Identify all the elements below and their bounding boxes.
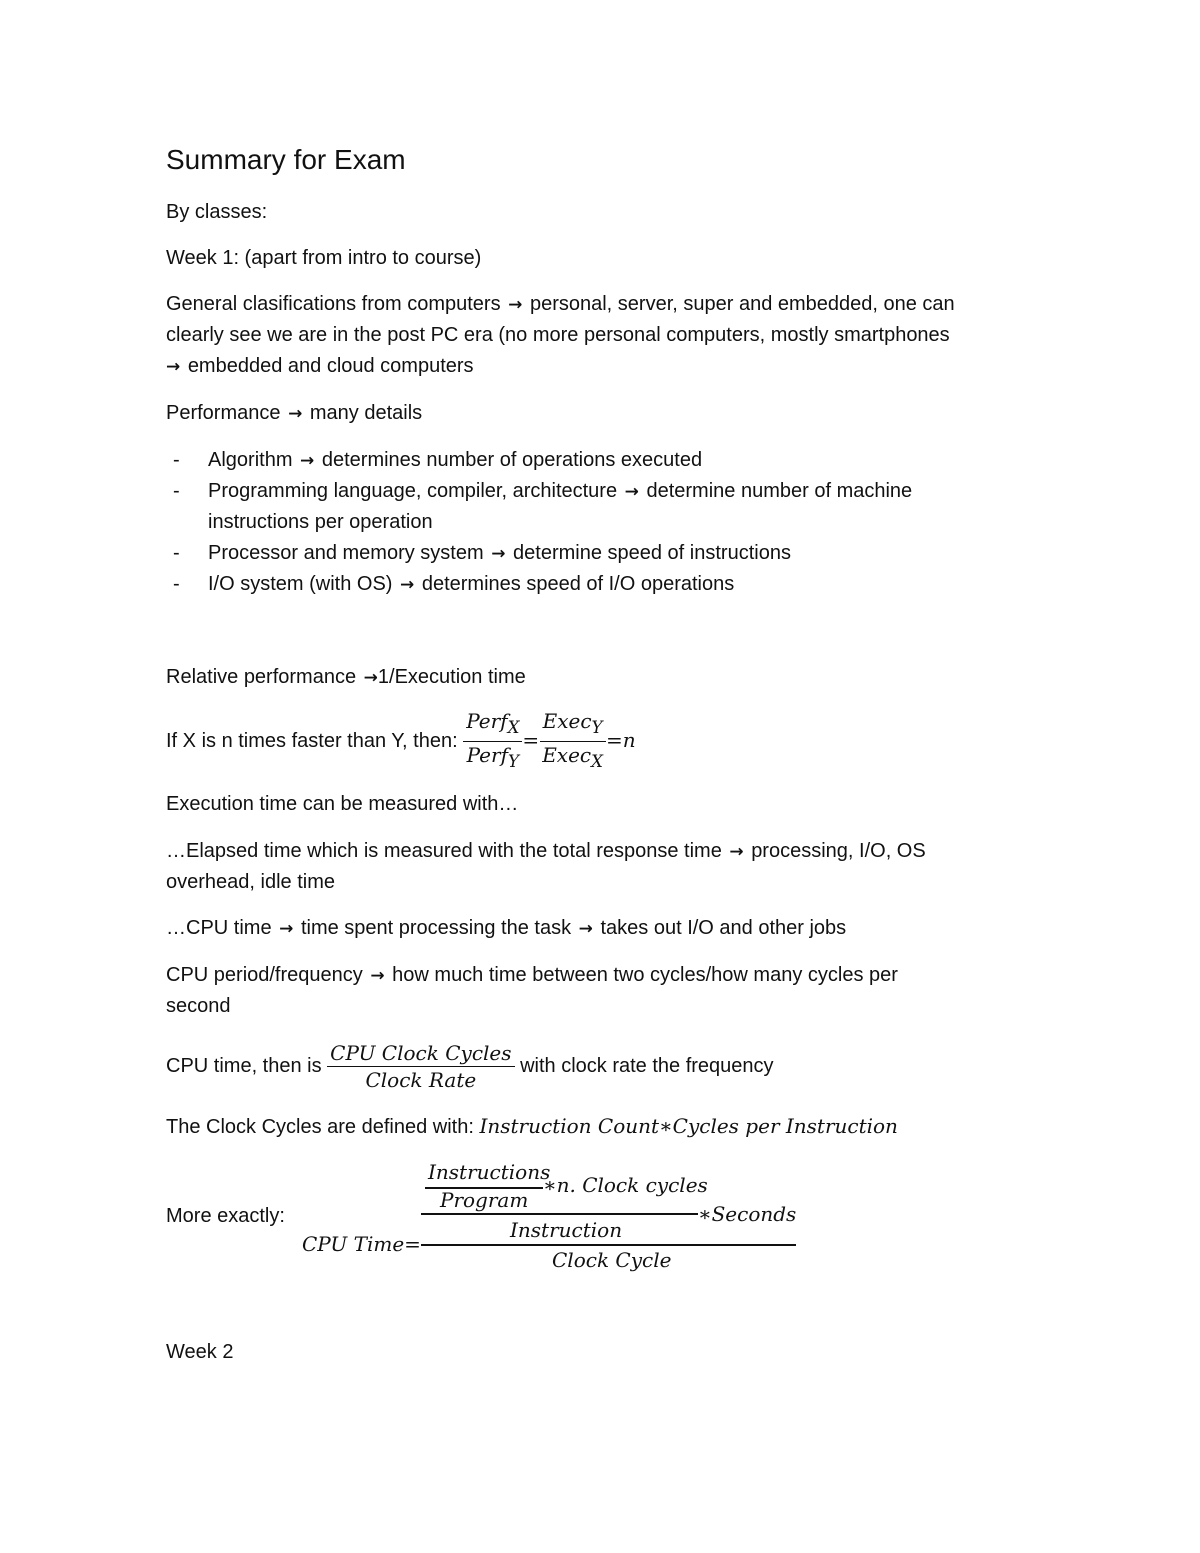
classifications-text: embedded and cloud computers (187, 355, 474, 377)
bullet-item (208, 538, 791, 570)
performance-line (166, 398, 422, 430)
bullet-item-continuation: instructions per operation (208, 511, 433, 533)
seconds-text: ∗Seconds (698, 1202, 797, 1226)
clock-cycles-line (166, 1111, 898, 1143)
classifications-text: General clasifications from computers (166, 293, 501, 315)
performance-label: Performance (166, 402, 281, 424)
arrow-icon: → (578, 919, 593, 939)
period-text: CPU period/frequency (166, 964, 363, 986)
week1-note: (apart from intro to course) (239, 247, 482, 269)
cpu-formula-lead: CPU time, then is (166, 1055, 328, 1077)
arrow-icon: → (300, 451, 315, 471)
bullet-text: determines number of operations executed (321, 449, 703, 471)
fraction-denominator: Clock Rate (365, 1068, 477, 1093)
exec-measure-line: Execution time can be measured with… (166, 793, 519, 815)
cputime-line (166, 913, 846, 945)
clock-cycle-text: Clock Cycle (552, 1248, 672, 1272)
relative-label: Relative performance (166, 666, 357, 688)
cpu-time-lhs: CPU Time= (302, 1232, 421, 1256)
arrow-icon: → (363, 668, 378, 688)
elapsed-text: processing, I/O, OS (751, 840, 926, 862)
cputime-text: …CPU time (166, 917, 272, 939)
arrow-icon: → (166, 357, 181, 377)
week1-label: Week 1: (166, 247, 239, 269)
bullet-item (208, 569, 734, 601)
bullet-marker: - (173, 573, 180, 595)
fraction-numerator: CPU Clock Cycles (327, 1040, 514, 1067)
perf-ratio-fraction (463, 708, 522, 775)
week2-heading: Week 2 (166, 1341, 234, 1363)
exec-ratio-fraction (539, 708, 606, 775)
cputime-text: takes out I/O and other jobs (600, 917, 847, 939)
arrow-icon: → (624, 482, 639, 502)
arrow-icon: → (288, 404, 303, 424)
relative-performance-line (166, 662, 526, 694)
classifications-line-1 (166, 289, 955, 321)
cpu-formula-tail: with clock rate the frequency (514, 1055, 774, 1077)
math-text: Exec (542, 743, 592, 768)
cpu-time-formula-line (166, 1033, 774, 1099)
bullet-text: determine speed of instructions (513, 542, 791, 564)
math-text: Exec (542, 709, 592, 734)
relative-text: 1/Execution time (377, 666, 526, 688)
period-line-2: second (166, 995, 231, 1017)
elapsed-line-1 (166, 836, 926, 868)
math-variable: n (622, 728, 636, 752)
math-subscript: Y (591, 718, 603, 738)
instructions-text: Instructions (428, 1160, 551, 1184)
math-subscript: X (591, 752, 603, 772)
bullet-text: determine number of machine (646, 480, 913, 502)
math-text: Perf (466, 709, 508, 734)
period-line-1 (166, 960, 898, 992)
page-title: Summary for Exam (166, 144, 406, 175)
classifications-line-2: clearly see we are in the post PC era (no more personal computers, mostly smartphones (166, 324, 950, 346)
elapsed-text: …Elapsed time which is measured with the total response time (166, 840, 722, 862)
more-exactly-label: More exactly: (166, 1205, 285, 1227)
arrow-icon: → (491, 544, 506, 564)
bullet-text: Algorithm (208, 449, 293, 471)
classifications-text: personal, server, super and embedded, one can (529, 293, 955, 315)
cputime-text: time spent processing the task (300, 917, 572, 939)
bullet-text: Processor and memory system (208, 542, 484, 564)
faster-lead-text: If X is n times faster than Y, then: (166, 730, 464, 752)
bullet-text: determines speed of I/O operations (421, 573, 735, 595)
classifications-line-3 (166, 351, 474, 383)
performance-text: many details (309, 402, 423, 424)
arrow-icon: → (370, 966, 385, 986)
arrow-icon: → (729, 842, 744, 862)
equals-sign: = (605, 728, 623, 752)
instruction-text: Instruction (510, 1218, 623, 1242)
clock-cycles-lead: The Clock Cycles are defined with: (166, 1116, 480, 1138)
faster-formula-line (166, 704, 636, 777)
bullet-marker: - (173, 542, 180, 564)
by-classes-heading: By classes: (166, 201, 268, 223)
clock-cycles-formula: Instruction Count∗Cycles per Instruction (479, 1114, 898, 1138)
program-text: Program (440, 1188, 529, 1212)
bullet-item (208, 445, 702, 477)
bullet-text: Programming language, compiler, architecture (208, 480, 618, 502)
cpu-time-fraction (327, 1040, 514, 1093)
arrow-icon: → (508, 295, 523, 315)
week1-heading (166, 243, 481, 274)
bullet-text: I/O system (with OS) (208, 573, 393, 595)
n-clock-cycles-text: ∗n. Clock cycles (543, 1173, 708, 1197)
elapsed-line-2: overhead, idle time (166, 871, 335, 893)
math-text: Perf (466, 743, 508, 768)
bullet-marker: - (173, 480, 180, 502)
bullet-item (208, 476, 912, 508)
period-text: how much time between two cycles/how many cycles per (392, 964, 898, 986)
math-subscript: X (507, 718, 520, 738)
arrow-icon: → (279, 919, 294, 939)
bullet-marker: - (173, 449, 180, 471)
equals-sign: = (522, 728, 540, 752)
arrow-icon: → (400, 575, 415, 595)
math-subscript: Y (507, 752, 519, 772)
